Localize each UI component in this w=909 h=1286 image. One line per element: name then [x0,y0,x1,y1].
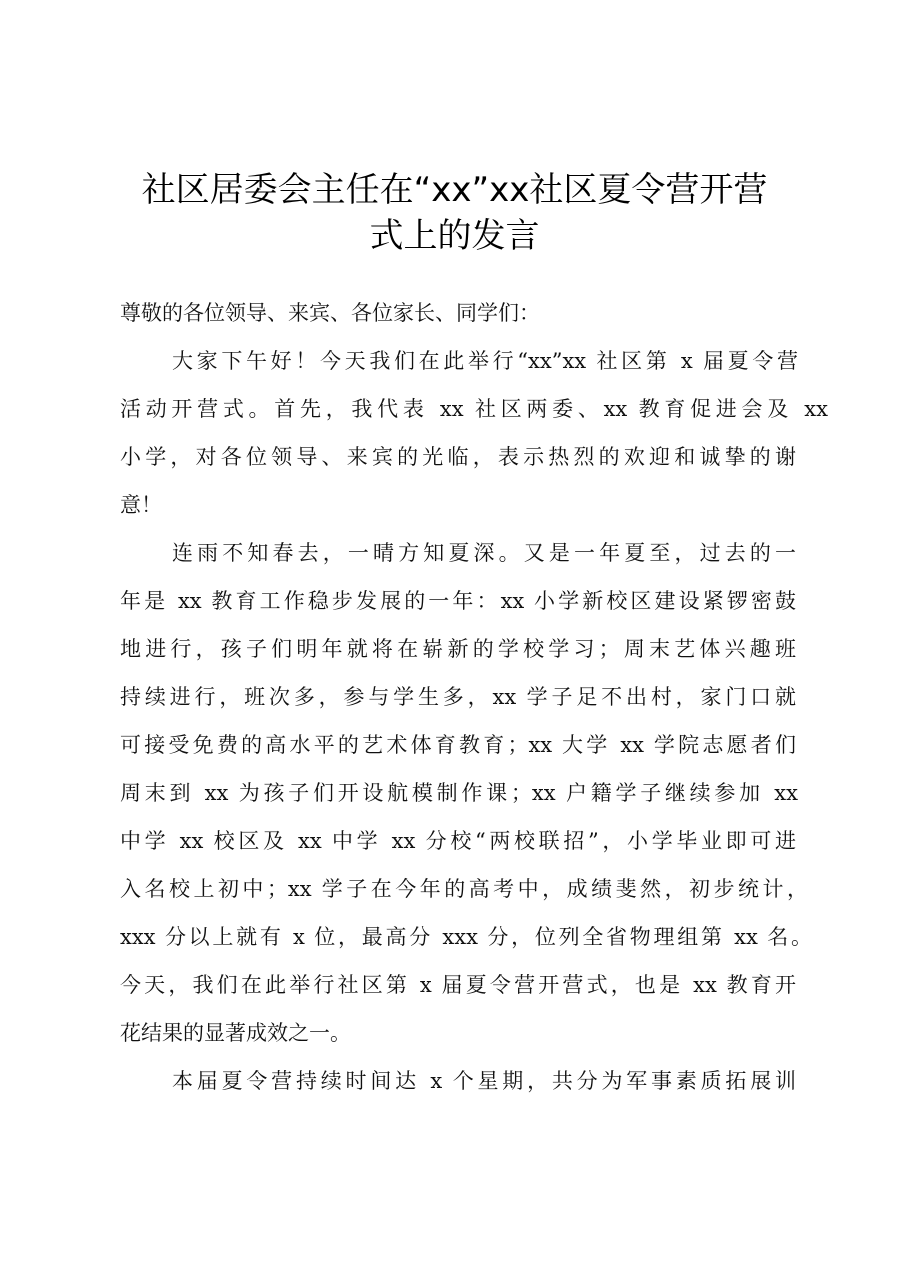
paragraph-2-line-3 [120,634,796,664]
paragraph-3-line-1 [172,1066,796,1096]
document-title-line-2: 式上的发言 [369,216,540,256]
paragraph-1-line-4: 意！ [120,493,162,517]
paragraph-2-line-8 [120,874,808,904]
paragraph-2-line-9-text: xxx 分以上就有 x 位，最高分 xxx 分，位列全省物理组第 xx 名。 [120,925,812,949]
paragraph-2-line-7-text: 中学 xx 校区及 xx 中学 xx 分校“两校联招”，小学毕业即可进 [120,829,796,853]
paragraph-2-line-11: 花结果的显著成效之一。 [120,1021,351,1045]
paragraph-2-line-6 [120,778,798,808]
paragraph-1-line-3 [120,442,796,472]
paragraph-2-line-10-text: 今天，我们在此举行社区第 x 届夏令营开营式，也是 xx 教育开 [120,973,796,997]
salutation: 尊敬的各位领导、来宾、各位家长、同学们： [120,301,540,325]
paragraph-2-line-6-text: 周末到 xx 为孩子们开设航模制作课；xx 户籍学子继续参加 xx [120,781,798,805]
paragraph-2-line-1 [172,538,796,568]
document-title-line-1: 社区居委会主任在“xx”xx社区夏令营开营 [141,170,768,210]
paragraph-3-line-1-text: 本届夏令营持续时间达 x 个星期，共分为军事素质拓展训 [172,1069,796,1093]
paragraph-2-line-5 [120,730,796,760]
paragraph-2-line-1-text: 连雨不知春去，一晴方知夏深。又是一年夏至，过去的一 [172,541,796,565]
paragraph-2-line-4-text: 持续进行，班次多，参与学生多，xx 学子足不出村，家门口就 [120,685,796,709]
paragraph-2-line-9 [120,922,812,952]
paragraph-2-line-10 [120,970,796,1000]
paragraph-2-line-2-text: 年是 xx 教育工作稳步发展的一年：xx 小学新校区建设紧锣密鼓 [120,589,796,613]
paragraph-1-line-2-text: 活动开营式。首先，我代表 xx 社区两委、xx 教育促进会及 xx [120,397,828,421]
paragraph-1-line-3-text: 小学，对各位领导、来宾的光临，表示热烈的欢迎和诚挚的谢 [120,445,796,469]
paragraph-2-line-8-text: 入名校上初中；xx 学子在今年的高考中，成绩斐然，初步统计， [120,877,808,901]
paragraph-2-line-4 [120,682,796,712]
paragraph-2-line-7 [120,826,796,856]
paragraph-2-line-5-text: 可接受免费的高水平的艺术体育教育；xx 大学 xx 学院志愿者们 [120,733,796,757]
paragraph-1-line-2 [120,394,828,424]
paragraph-2-line-2 [120,586,796,616]
paragraph-1-line-1 [172,346,798,376]
paragraph-1-line-1-text: 大家下午好！今天我们在此举行“xx”xx 社区第 x 届夏令营 [172,349,798,373]
paragraph-2-line-3-text: 地进行，孩子们明年就将在崭新的学校学习；周末艺体兴趣班 [120,637,796,661]
